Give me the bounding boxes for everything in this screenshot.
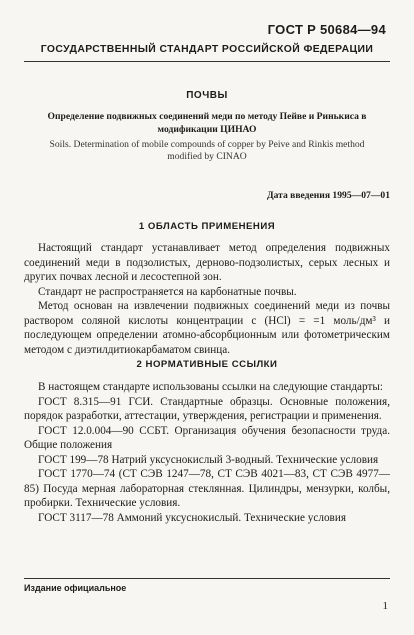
paragraph: Стандарт не распространяется на карбонатные почвы.: [38, 285, 297, 298]
official-edition-label: Издание официальное: [24, 583, 127, 593]
reference-item: ГОСТ 12.0.004—90 ССБТ. Организация обучения безопасности труда. Общие положения: [24, 424, 390, 451]
reference-item: ГОСТ 3117—78 Аммоний уксуснокислый. Технические условия: [38, 511, 346, 524]
paragraph: Метод основан на извлечении подвижных соединений меди из почвы раствором соляной кислоты концентрации c (HCl) = =1 моль/дм³ и последующем определении атомно-абсорбционным или фотометрическим методом с диэтилдитиокарбаматом свинца.: [24, 300, 390, 356]
section-title-scope: 1 ОБЛАСТЬ ПРИМЕНЕНИЯ: [138, 221, 276, 232]
document-subtitle-en: Soils. Determination of mobile compounds of copper by Peive and Rinkis method modified by CINAO: [49, 139, 365, 162]
document-subtitle-ru: Определение подвижных соединений меди по методу Пейве и Ринькиса в модификации ЦИНАО: [47, 111, 367, 135]
page-number: 1: [382, 600, 388, 612]
document-title: ПОЧВЫ: [186, 90, 228, 101]
standard-header: ГОСУДАРСТВЕННЫЙ СТАНДАРТ РОССИЙСКОЙ ФЕДЕРАЦИИ: [40, 44, 374, 55]
paragraph: В настоящем стандарте использованы ссылки на следующие стандарты:: [38, 381, 383, 393]
paragraph: Настоящий стандарт устанавливает метод определения подвижных соединений меди в подзолистых, дерново-подзолистых, серых лесных и других почвах лесной и лесостепной зон.: [24, 242, 390, 283]
section-title-references: 2 НОРМАТИВНЫЕ ССЫЛКИ: [136, 359, 278, 370]
introduction-date: Дата введения 1995—07—01: [267, 190, 390, 201]
footer-divider: [24, 578, 390, 579]
document-number: ГОСТ Р 50684—94: [267, 22, 386, 37]
reference-item: ГОСТ 8.315—91 ГСИ. Стандартные образцы. Основные положения, порядок разработки, аттестации, утверждения, регистрации и применения.: [24, 395, 390, 422]
section-references-body: [24, 380, 390, 525]
reference-item: ГОСТ 199—78 Натрий уксуснокислый 3-водный. Технические условия: [38, 453, 379, 466]
reference-item: ГОСТ 1770—74 (СТ СЭВ 1247—78, СТ СЭВ 4021—83, СТ СЭВ 4977—85) Посуда мерная лабораторная стеклянная. Цилиндры, мензурки, колбы, пробирки. Технические условия.: [24, 468, 390, 509]
header-divider: [24, 61, 390, 62]
section-scope-body: [24, 241, 390, 357]
